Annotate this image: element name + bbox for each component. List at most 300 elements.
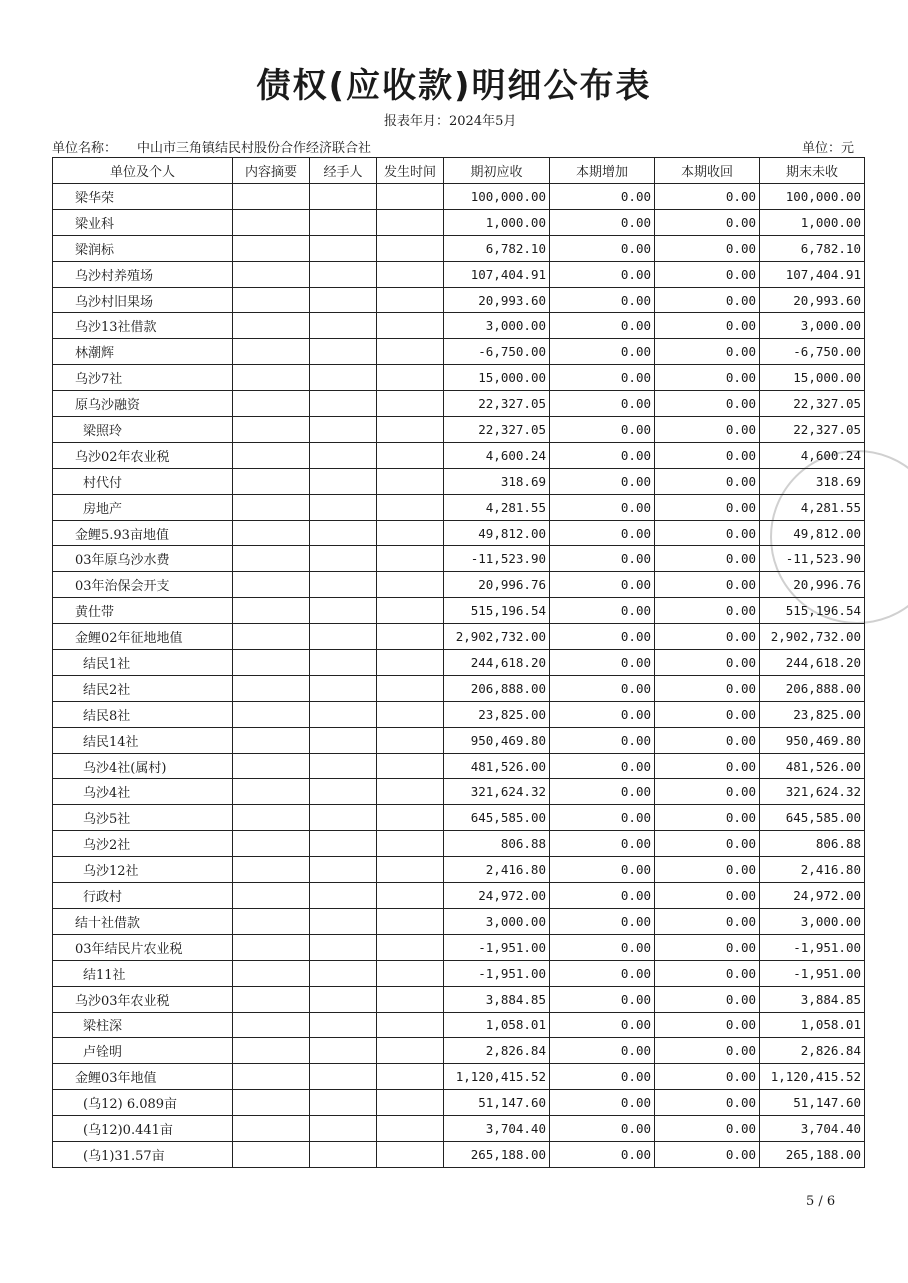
row-handler bbox=[310, 908, 377, 934]
row-date bbox=[377, 934, 444, 960]
row-date bbox=[377, 986, 444, 1012]
row-name: 结十社借款 bbox=[53, 908, 233, 934]
row-summary bbox=[233, 598, 310, 624]
table-row bbox=[53, 339, 865, 365]
row-recovered: 0.00 bbox=[655, 365, 760, 391]
row-summary bbox=[233, 650, 310, 676]
row-begin-balance: 20,993.60 bbox=[444, 287, 550, 313]
table-row bbox=[53, 1141, 865, 1167]
row-handler bbox=[310, 1090, 377, 1116]
row-recovered: 0.00 bbox=[655, 805, 760, 831]
table-row bbox=[53, 313, 865, 339]
row-handler bbox=[310, 1116, 377, 1142]
row-begin-balance: 3,884.85 bbox=[444, 986, 550, 1012]
row-date bbox=[377, 779, 444, 805]
row-date bbox=[377, 313, 444, 339]
row-name: 梁柱深 bbox=[53, 1012, 233, 1038]
row-recovered: 0.00 bbox=[655, 960, 760, 986]
column-header: 单位及个人 bbox=[53, 158, 233, 184]
row-recovered: 0.00 bbox=[655, 934, 760, 960]
row-date bbox=[377, 1141, 444, 1167]
row-summary bbox=[233, 1064, 310, 1090]
row-recovered: 0.00 bbox=[655, 779, 760, 805]
row-name: 乌沙13社借款 bbox=[53, 313, 233, 339]
row-name: 卢铨明 bbox=[53, 1038, 233, 1064]
row-begin-balance: 23,825.00 bbox=[444, 701, 550, 727]
row-begin-balance: 4,600.24 bbox=[444, 442, 550, 468]
row-increase: 0.00 bbox=[550, 546, 655, 572]
row-begin-balance: 321,624.32 bbox=[444, 779, 550, 805]
row-increase: 0.00 bbox=[550, 287, 655, 313]
table-row bbox=[53, 1116, 865, 1142]
row-end-balance: 481,526.00 bbox=[760, 753, 865, 779]
row-begin-balance: 1,000.00 bbox=[444, 209, 550, 235]
row-handler bbox=[310, 520, 377, 546]
table-row bbox=[53, 883, 865, 909]
row-increase: 0.00 bbox=[550, 572, 655, 598]
row-recovered: 0.00 bbox=[655, 494, 760, 520]
row-summary bbox=[233, 235, 310, 261]
row-increase: 0.00 bbox=[550, 365, 655, 391]
table-row bbox=[53, 209, 865, 235]
row-name: 乌沙2社 bbox=[53, 831, 233, 857]
row-handler bbox=[310, 624, 377, 650]
table-row bbox=[53, 857, 865, 883]
report-period: 报表年月：2024年5月 bbox=[384, 114, 517, 129]
row-handler bbox=[310, 365, 377, 391]
row-summary bbox=[233, 468, 310, 494]
row-date bbox=[377, 753, 444, 779]
row-name: 行政村 bbox=[53, 883, 233, 909]
row-name: 原乌沙融资 bbox=[53, 391, 233, 417]
row-recovered: 0.00 bbox=[655, 572, 760, 598]
receivables-table bbox=[52, 157, 865, 1168]
row-name: 结民1社 bbox=[53, 650, 233, 676]
row-name: (乌12) 6.089亩 bbox=[53, 1090, 233, 1116]
row-end-balance: 100,000.00 bbox=[760, 184, 865, 210]
row-name: 03年结民片农业税 bbox=[53, 934, 233, 960]
row-handler bbox=[310, 883, 377, 909]
row-name: 乌沙村旧果场 bbox=[53, 287, 233, 313]
row-begin-balance: 318.69 bbox=[444, 468, 550, 494]
row-name: 金鲤03年地值 bbox=[53, 1064, 233, 1090]
table-row bbox=[53, 624, 865, 650]
row-recovered: 0.00 bbox=[655, 1064, 760, 1090]
row-date bbox=[377, 1012, 444, 1038]
row-end-balance: 2,416.80 bbox=[760, 857, 865, 883]
row-name: 结民14社 bbox=[53, 727, 233, 753]
row-end-balance: 4,281.55 bbox=[760, 494, 865, 520]
row-increase: 0.00 bbox=[550, 753, 655, 779]
row-increase: 0.00 bbox=[550, 339, 655, 365]
row-recovered: 0.00 bbox=[655, 1141, 760, 1167]
row-recovered: 0.00 bbox=[655, 339, 760, 365]
table-row bbox=[53, 934, 865, 960]
row-increase: 0.00 bbox=[550, 417, 655, 443]
row-end-balance: 24,972.00 bbox=[760, 883, 865, 909]
row-recovered: 0.00 bbox=[655, 468, 760, 494]
row-date bbox=[377, 1064, 444, 1090]
row-summary bbox=[233, 1012, 310, 1038]
row-begin-balance: 481,526.00 bbox=[444, 753, 550, 779]
row-recovered: 0.00 bbox=[655, 261, 760, 287]
row-name: 乌沙7社 bbox=[53, 365, 233, 391]
row-summary bbox=[233, 442, 310, 468]
row-handler bbox=[310, 831, 377, 857]
row-increase: 0.00 bbox=[550, 831, 655, 857]
row-summary bbox=[233, 1116, 310, 1142]
row-end-balance: 265,188.00 bbox=[760, 1141, 865, 1167]
row-name: 林潮辉 bbox=[53, 339, 233, 365]
row-name: 金鲤02年征地地值 bbox=[53, 624, 233, 650]
row-handler bbox=[310, 727, 377, 753]
row-name: 梁润标 bbox=[53, 235, 233, 261]
row-increase: 0.00 bbox=[550, 805, 655, 831]
row-summary bbox=[233, 831, 310, 857]
row-increase: 0.00 bbox=[550, 468, 655, 494]
row-summary bbox=[233, 520, 310, 546]
row-begin-balance: 4,281.55 bbox=[444, 494, 550, 520]
row-handler bbox=[310, 494, 377, 520]
row-recovered: 0.00 bbox=[655, 908, 760, 934]
row-end-balance: 1,058.01 bbox=[760, 1012, 865, 1038]
row-end-balance: 15,000.00 bbox=[760, 365, 865, 391]
table-row bbox=[53, 831, 865, 857]
row-recovered: 0.00 bbox=[655, 675, 760, 701]
row-summary bbox=[233, 960, 310, 986]
row-handler bbox=[310, 650, 377, 676]
row-recovered: 0.00 bbox=[655, 235, 760, 261]
row-summary bbox=[233, 883, 310, 909]
row-handler bbox=[310, 287, 377, 313]
row-handler bbox=[310, 572, 377, 598]
row-end-balance: 2,902,732.00 bbox=[760, 624, 865, 650]
row-summary bbox=[233, 313, 310, 339]
row-handler bbox=[310, 313, 377, 339]
row-date bbox=[377, 209, 444, 235]
row-begin-balance: -6,750.00 bbox=[444, 339, 550, 365]
row-begin-balance: -1,951.00 bbox=[444, 934, 550, 960]
row-date bbox=[377, 598, 444, 624]
row-summary bbox=[233, 417, 310, 443]
row-date bbox=[377, 650, 444, 676]
row-end-balance: 3,884.85 bbox=[760, 986, 865, 1012]
row-begin-balance: 49,812.00 bbox=[444, 520, 550, 546]
row-increase: 0.00 bbox=[550, 235, 655, 261]
row-increase: 0.00 bbox=[550, 598, 655, 624]
row-increase: 0.00 bbox=[550, 391, 655, 417]
row-increase: 0.00 bbox=[550, 650, 655, 676]
row-end-balance: 244,618.20 bbox=[760, 650, 865, 676]
row-summary bbox=[233, 727, 310, 753]
table-row bbox=[53, 1012, 865, 1038]
row-recovered: 0.00 bbox=[655, 650, 760, 676]
row-end-balance: 318.69 bbox=[760, 468, 865, 494]
table-row bbox=[53, 287, 865, 313]
table-row bbox=[53, 753, 865, 779]
row-begin-balance: 24,972.00 bbox=[444, 883, 550, 909]
row-summary bbox=[233, 934, 310, 960]
row-handler bbox=[310, 339, 377, 365]
row-begin-balance: 1,058.01 bbox=[444, 1012, 550, 1038]
row-begin-balance: 3,704.40 bbox=[444, 1116, 550, 1142]
row-increase: 0.00 bbox=[550, 1064, 655, 1090]
column-header: 本期收回 bbox=[655, 158, 760, 184]
row-begin-balance: 3,000.00 bbox=[444, 313, 550, 339]
table-row bbox=[53, 650, 865, 676]
row-begin-balance: 107,404.91 bbox=[444, 261, 550, 287]
row-handler bbox=[310, 986, 377, 1012]
row-date bbox=[377, 235, 444, 261]
row-recovered: 0.00 bbox=[655, 184, 760, 210]
row-handler bbox=[310, 598, 377, 624]
row-increase: 0.00 bbox=[550, 1038, 655, 1064]
row-name: 房地产 bbox=[53, 494, 233, 520]
row-date bbox=[377, 624, 444, 650]
row-recovered: 0.00 bbox=[655, 727, 760, 753]
row-end-balance: 22,327.05 bbox=[760, 417, 865, 443]
row-date bbox=[377, 831, 444, 857]
row-name: 金鲤5.93亩地值 bbox=[53, 520, 233, 546]
row-summary bbox=[233, 624, 310, 650]
row-handler bbox=[310, 442, 377, 468]
row-recovered: 0.00 bbox=[655, 986, 760, 1012]
row-handler bbox=[310, 805, 377, 831]
row-begin-balance: 22,327.05 bbox=[444, 417, 550, 443]
row-recovered: 0.00 bbox=[655, 598, 760, 624]
table-row bbox=[53, 779, 865, 805]
row-begin-balance: 2,902,732.00 bbox=[444, 624, 550, 650]
row-summary bbox=[233, 1141, 310, 1167]
table-row bbox=[53, 986, 865, 1012]
table-row bbox=[53, 261, 865, 287]
row-end-balance: 321,624.32 bbox=[760, 779, 865, 805]
column-header: 发生时间 bbox=[377, 158, 444, 184]
row-recovered: 0.00 bbox=[655, 287, 760, 313]
table-row bbox=[53, 572, 865, 598]
row-end-balance: 3,704.40 bbox=[760, 1116, 865, 1142]
row-end-balance: 806.88 bbox=[760, 831, 865, 857]
row-date bbox=[377, 546, 444, 572]
row-date bbox=[377, 417, 444, 443]
row-end-balance: 206,888.00 bbox=[760, 675, 865, 701]
column-header: 期末未收 bbox=[760, 158, 865, 184]
row-handler bbox=[310, 934, 377, 960]
row-date bbox=[377, 365, 444, 391]
row-end-balance: 23,825.00 bbox=[760, 701, 865, 727]
row-begin-balance: 2,416.80 bbox=[444, 857, 550, 883]
row-handler bbox=[310, 1141, 377, 1167]
row-increase: 0.00 bbox=[550, 624, 655, 650]
row-date bbox=[377, 494, 444, 520]
table-row bbox=[53, 701, 865, 727]
row-handler bbox=[310, 417, 377, 443]
table-row bbox=[53, 675, 865, 701]
row-increase: 0.00 bbox=[550, 494, 655, 520]
row-recovered: 0.00 bbox=[655, 883, 760, 909]
table-row bbox=[53, 417, 865, 443]
row-handler bbox=[310, 857, 377, 883]
row-end-balance: -11,523.90 bbox=[760, 546, 865, 572]
row-recovered: 0.00 bbox=[655, 1090, 760, 1116]
row-summary bbox=[233, 287, 310, 313]
row-end-balance: 2,826.84 bbox=[760, 1038, 865, 1064]
row-name: 乌沙5社 bbox=[53, 805, 233, 831]
row-increase: 0.00 bbox=[550, 883, 655, 909]
row-end-balance: 1,000.00 bbox=[760, 209, 865, 235]
row-summary bbox=[233, 753, 310, 779]
row-name: 梁华荣 bbox=[53, 184, 233, 210]
table-row bbox=[53, 1038, 865, 1064]
row-handler bbox=[310, 261, 377, 287]
row-handler bbox=[310, 391, 377, 417]
row-summary bbox=[233, 209, 310, 235]
row-date bbox=[377, 442, 444, 468]
row-date bbox=[377, 572, 444, 598]
row-recovered: 0.00 bbox=[655, 624, 760, 650]
row-end-balance: 22,327.05 bbox=[760, 391, 865, 417]
row-end-balance: -1,951.00 bbox=[760, 960, 865, 986]
row-recovered: 0.00 bbox=[655, 1038, 760, 1064]
row-end-balance: 950,469.80 bbox=[760, 727, 865, 753]
row-begin-balance: -11,523.90 bbox=[444, 546, 550, 572]
row-name: 结11社 bbox=[53, 960, 233, 986]
row-summary bbox=[233, 986, 310, 1012]
row-end-balance: 20,996.76 bbox=[760, 572, 865, 598]
currency-unit: 单位：元 bbox=[801, 141, 854, 156]
row-date bbox=[377, 908, 444, 934]
row-begin-balance: 3,000.00 bbox=[444, 908, 550, 934]
row-recovered: 0.00 bbox=[655, 520, 760, 546]
row-end-balance: 6,782.10 bbox=[760, 235, 865, 261]
row-increase: 0.00 bbox=[550, 934, 655, 960]
table-header-row bbox=[53, 158, 865, 184]
row-end-balance: 51,147.60 bbox=[760, 1090, 865, 1116]
row-summary bbox=[233, 805, 310, 831]
row-summary bbox=[233, 908, 310, 934]
row-name: 乌沙03年农业税 bbox=[53, 986, 233, 1012]
row-summary bbox=[233, 779, 310, 805]
row-end-balance: 20,993.60 bbox=[760, 287, 865, 313]
page-title: 债权(应收款)明细公布表 bbox=[256, 66, 652, 106]
row-handler bbox=[310, 1038, 377, 1064]
column-header: 期初应收 bbox=[444, 158, 550, 184]
row-increase: 0.00 bbox=[550, 261, 655, 287]
row-handler bbox=[310, 468, 377, 494]
row-date bbox=[377, 184, 444, 210]
row-begin-balance: 100,000.00 bbox=[444, 184, 550, 210]
table-row bbox=[53, 960, 865, 986]
row-begin-balance: 645,585.00 bbox=[444, 805, 550, 831]
table-row bbox=[53, 468, 865, 494]
row-recovered: 0.00 bbox=[655, 753, 760, 779]
row-recovered: 0.00 bbox=[655, 701, 760, 727]
row-date bbox=[377, 1116, 444, 1142]
row-summary bbox=[233, 494, 310, 520]
row-name: 乌沙12社 bbox=[53, 857, 233, 883]
row-recovered: 0.00 bbox=[655, 1012, 760, 1038]
table-row bbox=[53, 365, 865, 391]
row-handler bbox=[310, 753, 377, 779]
unit-name-label: 单位名称： bbox=[52, 141, 118, 156]
row-increase: 0.00 bbox=[550, 1090, 655, 1116]
table-row bbox=[53, 908, 865, 934]
row-handler bbox=[310, 184, 377, 210]
row-recovered: 0.00 bbox=[655, 417, 760, 443]
row-name: 结民8社 bbox=[53, 701, 233, 727]
row-increase: 0.00 bbox=[550, 442, 655, 468]
row-begin-balance: 265,188.00 bbox=[444, 1141, 550, 1167]
row-name: (乌12)0.441亩 bbox=[53, 1116, 233, 1142]
table-row bbox=[53, 494, 865, 520]
row-increase: 0.00 bbox=[550, 1141, 655, 1167]
row-increase: 0.00 bbox=[550, 313, 655, 339]
row-end-balance: 107,404.91 bbox=[760, 261, 865, 287]
row-increase: 0.00 bbox=[550, 960, 655, 986]
row-end-balance: 3,000.00 bbox=[760, 313, 865, 339]
table-row bbox=[53, 184, 865, 210]
row-recovered: 0.00 bbox=[655, 442, 760, 468]
table-row bbox=[53, 598, 865, 624]
row-name: 乌沙02年农业税 bbox=[53, 442, 233, 468]
row-handler bbox=[310, 1012, 377, 1038]
row-name: 乌沙4社(属村) bbox=[53, 753, 233, 779]
table-row bbox=[53, 442, 865, 468]
row-increase: 0.00 bbox=[550, 675, 655, 701]
row-date bbox=[377, 261, 444, 287]
row-increase: 0.00 bbox=[550, 520, 655, 546]
row-end-balance: 3,000.00 bbox=[760, 908, 865, 934]
row-recovered: 0.00 bbox=[655, 391, 760, 417]
row-date bbox=[377, 701, 444, 727]
row-end-balance: 645,585.00 bbox=[760, 805, 865, 831]
row-recovered: 0.00 bbox=[655, 313, 760, 339]
row-date bbox=[377, 727, 444, 753]
row-handler bbox=[310, 675, 377, 701]
row-name: 03年原乌沙水费 bbox=[53, 546, 233, 572]
row-summary bbox=[233, 391, 310, 417]
table-row bbox=[53, 546, 865, 572]
row-begin-balance: 20,996.76 bbox=[444, 572, 550, 598]
row-increase: 0.00 bbox=[550, 1116, 655, 1142]
row-date bbox=[377, 1038, 444, 1064]
row-summary bbox=[233, 546, 310, 572]
row-end-balance: 1,120,415.52 bbox=[760, 1064, 865, 1090]
row-date bbox=[377, 883, 444, 909]
row-summary bbox=[233, 857, 310, 883]
row-handler bbox=[310, 960, 377, 986]
row-recovered: 0.00 bbox=[655, 546, 760, 572]
row-name: 村代付 bbox=[53, 468, 233, 494]
row-recovered: 0.00 bbox=[655, 857, 760, 883]
row-begin-balance: -1,951.00 bbox=[444, 960, 550, 986]
row-date bbox=[377, 468, 444, 494]
row-begin-balance: 22,327.05 bbox=[444, 391, 550, 417]
row-date bbox=[377, 339, 444, 365]
row-recovered: 0.00 bbox=[655, 209, 760, 235]
row-name: 梁业科 bbox=[53, 209, 233, 235]
row-begin-balance: 806.88 bbox=[444, 831, 550, 857]
row-handler bbox=[310, 1064, 377, 1090]
row-name: 乌沙村养殖场 bbox=[53, 261, 233, 287]
row-name: 乌沙4社 bbox=[53, 779, 233, 805]
row-begin-balance: 2,826.84 bbox=[444, 1038, 550, 1064]
row-date bbox=[377, 391, 444, 417]
row-handler bbox=[310, 209, 377, 235]
row-end-balance: 49,812.00 bbox=[760, 520, 865, 546]
row-recovered: 0.00 bbox=[655, 831, 760, 857]
row-handler bbox=[310, 701, 377, 727]
